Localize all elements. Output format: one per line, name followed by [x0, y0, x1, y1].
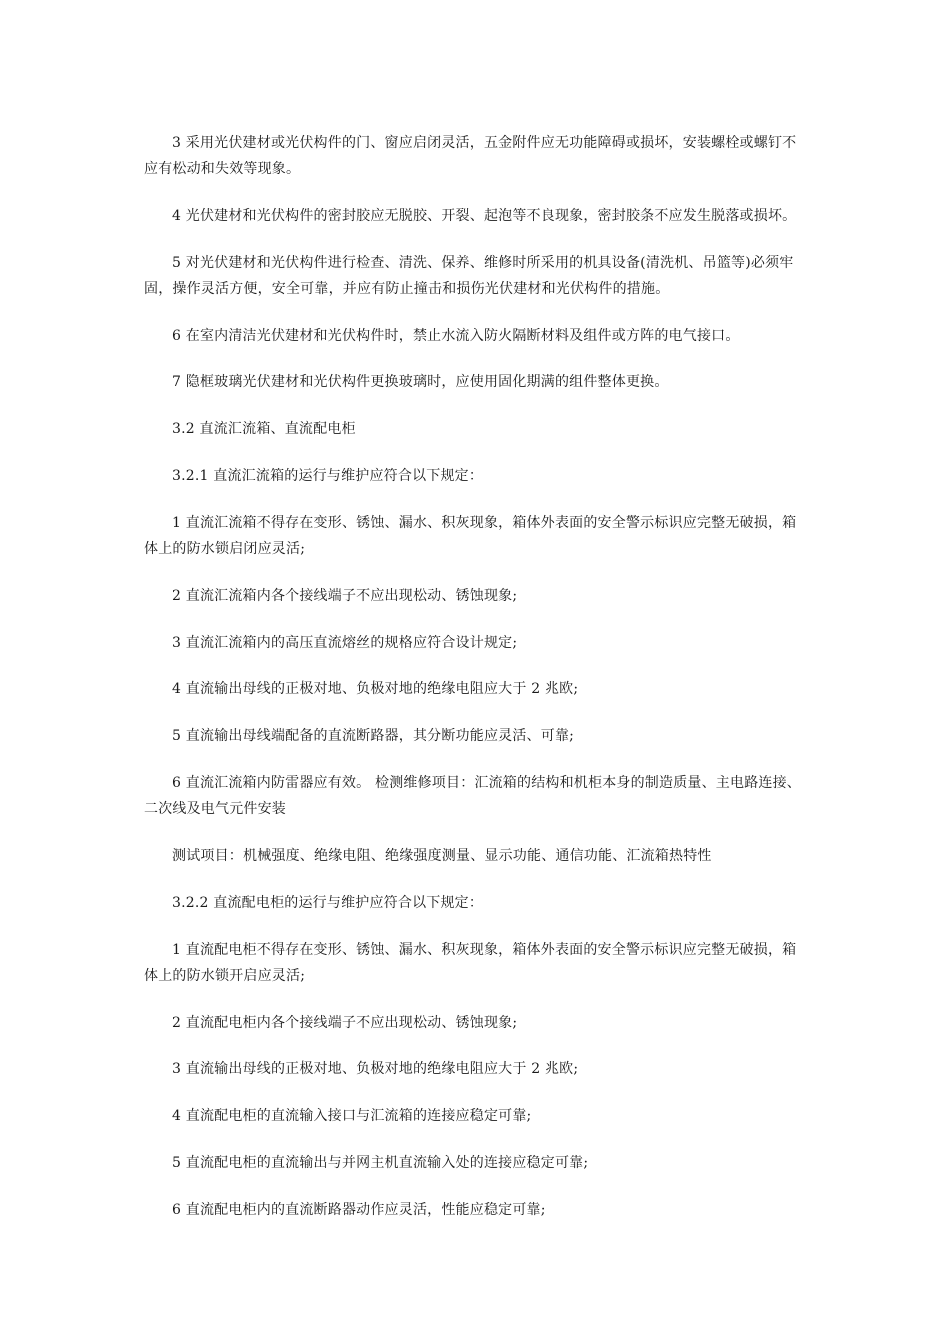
section-heading: 3.2 直流汇流箱、直流配电柜 [172, 421, 356, 437]
paragraph: 3 采用光伏建材或光伏构件的门、窗应启闭灵活，五金附件应无功能障碍或损坏，安装螺栓或螺钉不应有松动和失效等现象。 [144, 135, 797, 177]
subsection-heading: 3.2.2 直流配电柜的运行与维护应符合以下规定： [172, 895, 484, 911]
paragraph: 4 直流输出母线的正极对地、负极对地的绝缘电阻应大于 2 兆欧; [172, 681, 579, 697]
paragraph: 2 直流汇流箱内各个接线端子不应出现松动、锈蚀现象; [172, 588, 518, 604]
paragraph: 4 光伏建材和光伏构件的密封胶应无脱胶、开裂、起泡等不良现象，密封胶条不应发生脱落或损坏。 [172, 208, 797, 224]
paragraph: 3 直流输出母线的正极对地、负极对地的绝缘电阻应大于 2 兆欧; [172, 1061, 579, 1077]
paragraph: 6 在室内清洁光伏建材和光伏构件时，禁止水流入防火隔断材料及组件或方阵的电气接口。 [172, 328, 740, 344]
paragraph: 4 直流配电柜的直流输入接口与汇流箱的连接应稳定可靠; [172, 1108, 532, 1124]
subsection-heading: 3.2.1 直流汇流箱的运行与维护应符合以下规定： [172, 468, 484, 484]
paragraph: 2 直流配电柜内各个接线端子不应出现松动、锈蚀现象; [172, 1015, 518, 1031]
paragraph: 1 直流汇流箱不得存在变形、锈蚀、漏水、积灰现象，箱体外表面的安全警示标识应完整无破损，箱体上的防水锁启闭应灵活; [144, 515, 797, 557]
paragraph: 5 对光伏建材和光伏构件进行检查、清洗、保养、维修时所采用的机具设备(清洗机、吊篮等)必须牢固，操作灵活方便，安全可靠，并应有防止撞击和损伤光伏建材和光伏构件的措施。 [144, 255, 794, 297]
paragraph: 3 直流汇流箱内的高压直流熔丝的规格应符合设计规定; [172, 635, 518, 651]
paragraph: 1 直流配电柜不得存在变形、锈蚀、漏水、积灰现象，箱体外表面的安全警示标识应完整无破损，箱体上的防水锁开启应灵活; [144, 942, 797, 984]
paragraph: 6 直流配电柜内的直流断路器动作应灵活，性能应稳定可靠; [172, 1202, 546, 1218]
paragraph: 5 直流配电柜的直流输出与并网主机直流输入处的连接应稳定可靠; [172, 1155, 589, 1171]
paragraph: 6 直流汇流箱内防雷器应有效。 检测维修项目：汇流箱的结构和机柜本身的制造质量、主电路连接、二次线及电气元件安装 [144, 775, 802, 817]
paragraph: 7 隐框玻璃光伏建材和光伏构件更换玻璃时，应使用固化期满的组件整体更换。 [172, 374, 669, 390]
paragraph: 5 直流输出母线端配备的直流断路器，其分断功能应灵活、可靠; [172, 728, 575, 744]
paragraph: 测试项目：机械强度、绝缘电阻、绝缘强度测量、显示功能、通信功能、汇流箱热特性 [172, 848, 712, 864]
